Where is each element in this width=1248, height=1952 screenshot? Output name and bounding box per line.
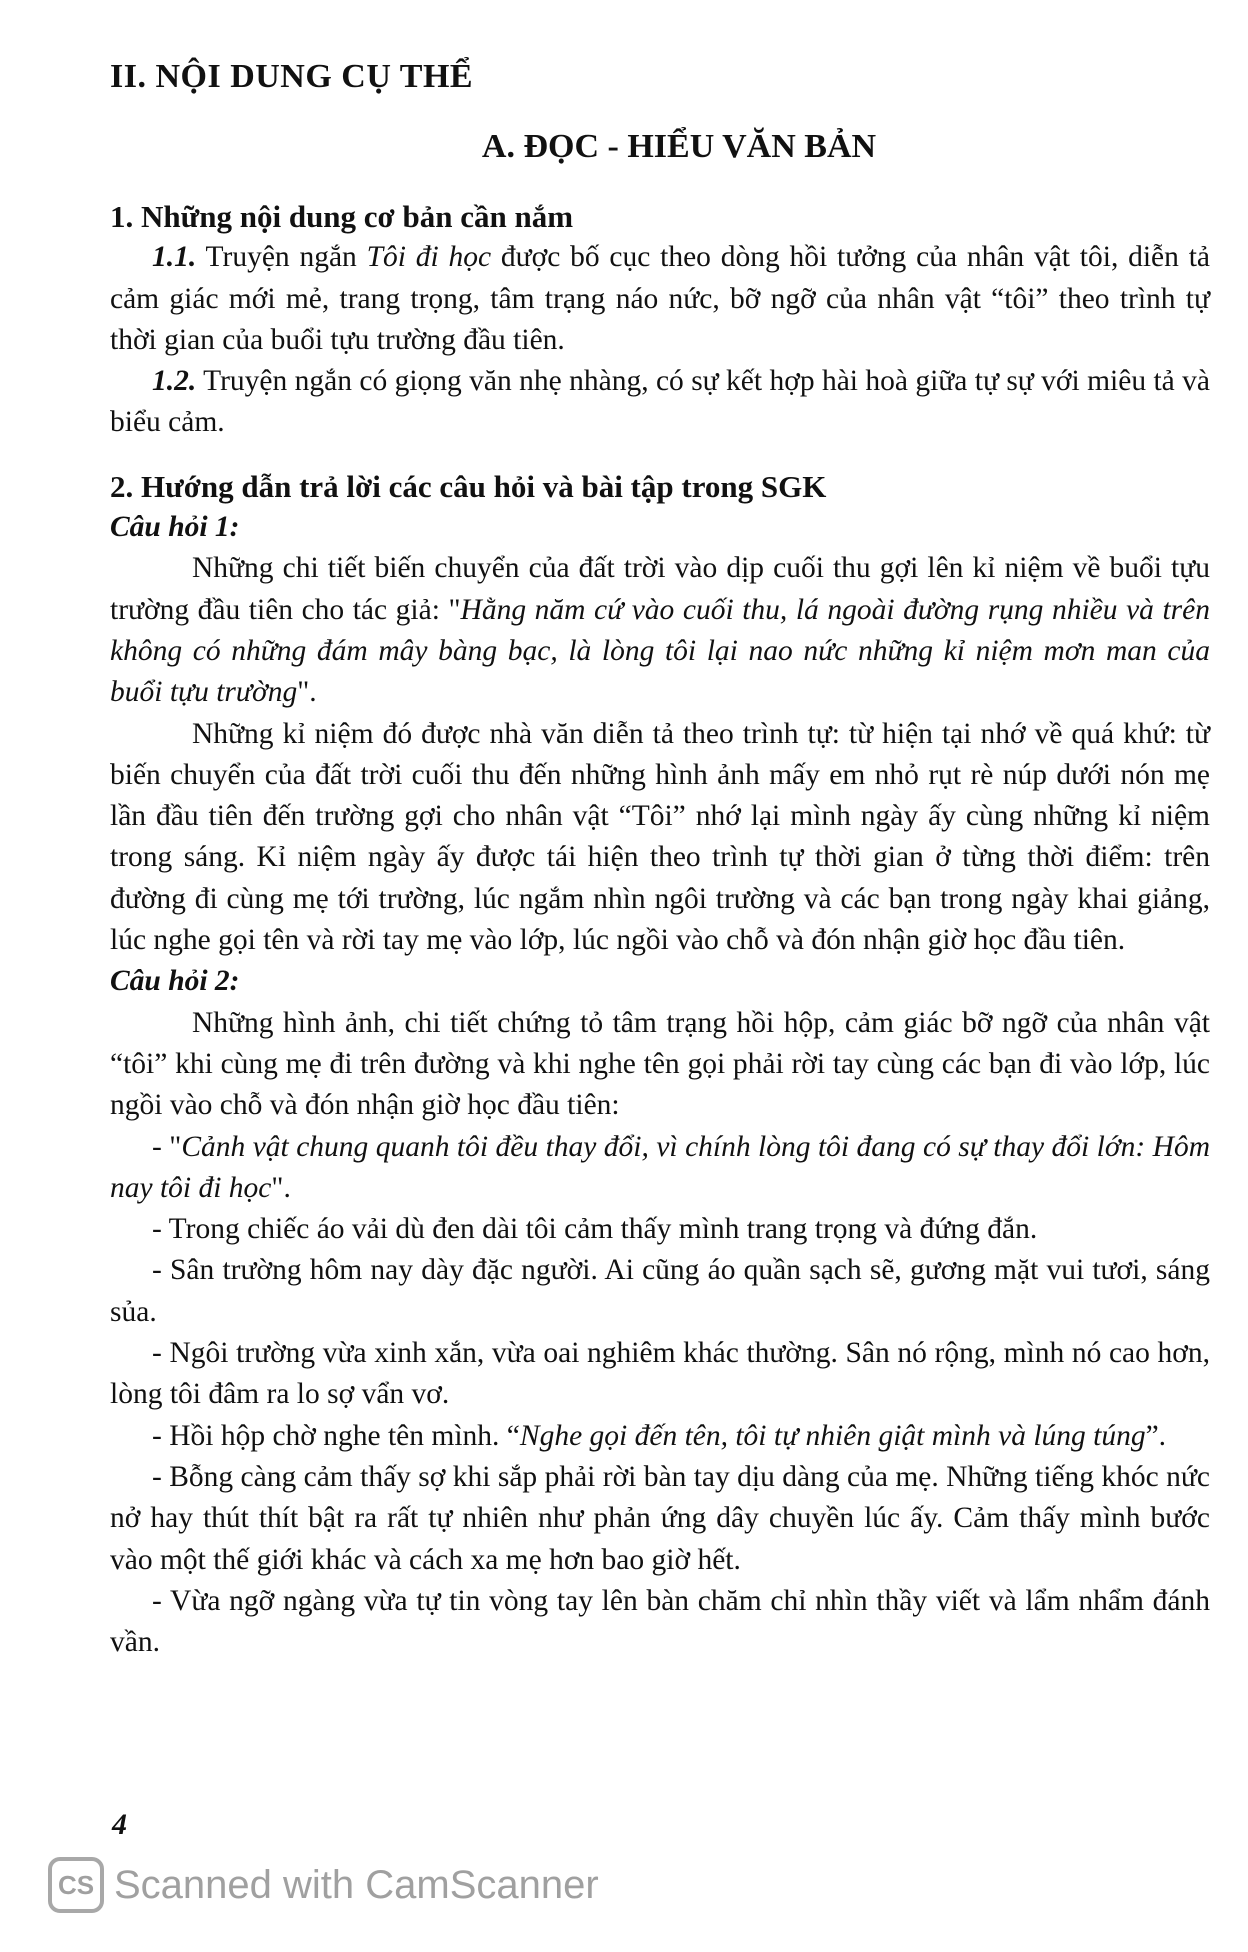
quotation: Cảnh vật chung quanh tôi đều thay đổi, vì chính lòng tôi đang có sự thay đổi lớn: Hôm nay tôi đi học: [110, 1130, 1211, 1204]
text: ".: [271, 1171, 291, 1204]
scanner-watermark: [48, 1855, 599, 1915]
camscanner-logo-icon: CS: [48, 1857, 104, 1913]
text: ”.: [1145, 1419, 1167, 1452]
bullet-item: - Bỗng càng cảm thấy sợ khi sắp phải rời bàn tay dịu dàng của mẹ. Những tiếng khóc nức nở hay thút thít bật ra rất tự nhiên như phản ứng dây chuyền lúc ấy. Cảm thấy mình bước vào một thế giới khác và cách xa mẹ hơn bao giờ hết.: [110, 1460, 1210, 1576]
bullet-item: [110, 1127, 1210, 1210]
subsection-1-heading: 1. Những nội dung cơ bản cần nắm: [110, 199, 574, 234]
paragraph-1-2: [110, 361, 1210, 444]
question-2-label: Câu hỏi 2:: [110, 965, 240, 998]
bullet-item: - Vừa ngỡ ngàng vừa tự tin vòng tay lên bàn chăm chỉ nhìn thầy viết và lẩm nhẩm đánh vần.: [110, 1584, 1210, 1659]
text: Truyện ngắn có giọng văn nhẹ nhàng, có sự kết hợp hài hoà giữa tự sự với miêu tả và biểu cảm.: [110, 365, 1210, 439]
bullet-item: [110, 1416, 1210, 1457]
question-1-paragraph-2: Những kỉ niệm đó được nhà văn diễn tả theo trình tự: từ hiện tại nhớ về quá khứ: từ biến chuyển của đất trời cuối thu đến những hình ảnh mấy em nhỏ rụt rè núp dưới nón mẹ lần đầu tiên đến trường gợi cho nhân vật “Tôi” nhớ lại mình ngày ấy cùng những kỉ niệm trong sáng. Kỉ niệm ngày ấy được tái hiện theo trình tự thời gian ở từng thời điểm: trên đường đi cùng mẹ tới trường, lúc ngắm nhìn ngôi trường và các bạn trong ngày khai giảng, lúc nghe gọi tên và rời tay mẹ vào lớp, lúc ngồi vào chỗ và đón nhận giờ học đầu tiên.: [110, 717, 1210, 957]
body-text: [110, 196, 1210, 1663]
question-1-paragraph-1: [110, 548, 1210, 713]
text: - Hồi hộp chờ nghe tên mình. “: [152, 1419, 520, 1452]
quotation: Nghe gọi đến tên, tôi tự nhiên giật mình và lúng túng: [519, 1419, 1146, 1452]
text: - ": [152, 1130, 182, 1163]
text: được bố cục theo dòng hồi tưởng của nhân vật tôi, diễn tả cảm giác mới mẻ, trang trọng, tâm trạng náo nức, bỡ ngỡ của nhân vật “tôi” theo trình tự thời gian của buổi tựu trường đầu tiên.: [110, 241, 1210, 356]
paragraph-number: 1.1.: [152, 241, 197, 274]
work-title: Tôi đi học: [366, 241, 492, 274]
text: Truyện ngắn: [196, 241, 367, 274]
watermark-text: Scanned with CamScanner: [114, 1862, 599, 1907]
bullet-item: - Ngôi trường vừa xinh xắn, vừa oai nghiêm khác thường. Sân nó rộng, mình nó cao hơn, lòng tôi đâm ra lo sợ vẩn vơ.: [110, 1337, 1210, 1411]
bullet-item: - Sân trường hôm nay dày đặc người. Ai cũng áo quần sạch sẽ, gương mặt vui tươi, sáng sủa.: [110, 1254, 1210, 1328]
quotation: Hằng năm cứ vào cuối thu, lá ngoài đường rụng nhiều và trên không có những đám mây bàng bạc, là lòng tôi lại nao nức những kỉ niệm mơn man của buổi tựu trường: [110, 593, 1210, 709]
subsection-2-heading: 2. Hướng dẫn trả lời các câu hỏi và bài tập trong SGK: [110, 468, 827, 504]
page-number: 4: [112, 1808, 127, 1841]
question-1-label: Câu hỏi 1:: [110, 511, 240, 544]
paragraph-1-1: [110, 237, 1210, 361]
text: ".: [297, 676, 317, 709]
part-heading: A. ĐỌC - HIỂU VĂN BẢN: [481, 128, 877, 165]
text: Những chi tiết biến chuyển của đất trời vào dịp cuối thu gợi lên kỉ niệm về buổi tựu trường đầu tiên cho tác giả: ": [110, 552, 1210, 626]
section-heading: II. NỘI DUNG CỤ THỂ: [110, 58, 474, 95]
bullet-item: - Trong chiếc áo vải dù đen dài tôi cảm thấy mình trang trọng và đứng đắn.: [152, 1213, 1038, 1246]
paragraph-number: 1.2.: [152, 365, 197, 398]
question-2-intro: Những hình ảnh, chi tiết chứng tỏ tâm trạng hồi hộp, cảm giác bỡ ngỡ của nhân vật “tôi” khi cùng mẹ đi trên đường và khi nghe tên gọi phải rời tay cùng các bạn đi vào lớp, lúc ngồi vào chỗ và đón nhận giờ học đầu tiên:: [110, 1006, 1210, 1122]
